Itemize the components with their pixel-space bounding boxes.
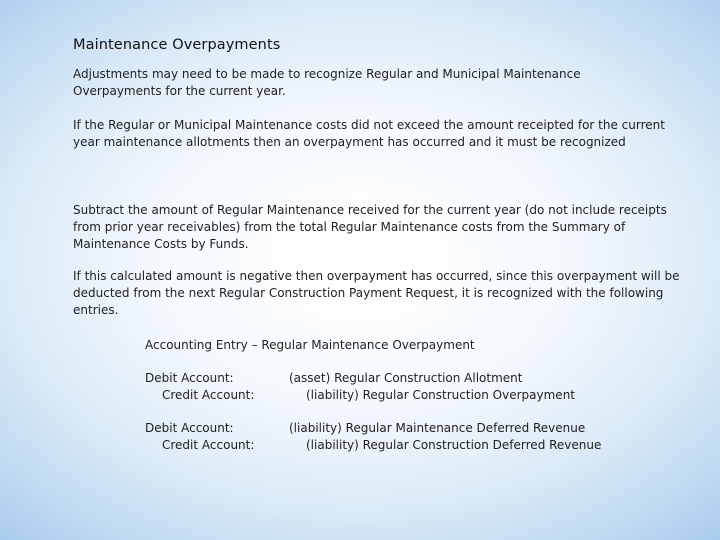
debit-label: Debit Account: — [145, 371, 234, 385]
credit-label: Credit Account: — [162, 388, 255, 402]
paragraph-adjustments: Adjustments may need to be made to recognize Regular and Municipal Maintenance Overpayments for the current year. — [73, 67, 581, 98]
debit-label: Debit Account: — [145, 421, 234, 435]
debit-account: (liability) Regular Maintenance Deferred Revenue — [289, 421, 586, 435]
paragraph-negative-amount: If this calculated amount is negative then overpayment has occurred, since this overpayment will be deducted from the next Regular Construction Payment Request, it is recognized with the following entries. — [73, 269, 680, 317]
accounting-entry-heading: Accounting Entry – Regular Maintenance Overpayment — [145, 338, 475, 352]
credit-label: Credit Account: — [162, 438, 255, 452]
paragraph-subtract-instruction: Subtract the amount of Regular Maintenance received for the current year (do not include receipts from prior year receivables) from the total Regular Maintenance costs from the Summary of Maintenance Costs by Funds. — [73, 203, 667, 251]
debit-account: (asset) Regular Construction Allotment — [289, 371, 523, 385]
credit-account: (liability) Regular Construction Overpayment — [306, 388, 576, 402]
credit-account: (liability) Regular Construction Deferred Revenue — [306, 438, 602, 452]
slide-title: Maintenance Overpayments — [73, 37, 281, 53]
paragraph-overpayment-condition: If the Regular or Municipal Maintenance costs did not exceed the amount receipted for the current year maintenance allotments then an overpayment has occurred and it must be recognized — [73, 118, 665, 149]
